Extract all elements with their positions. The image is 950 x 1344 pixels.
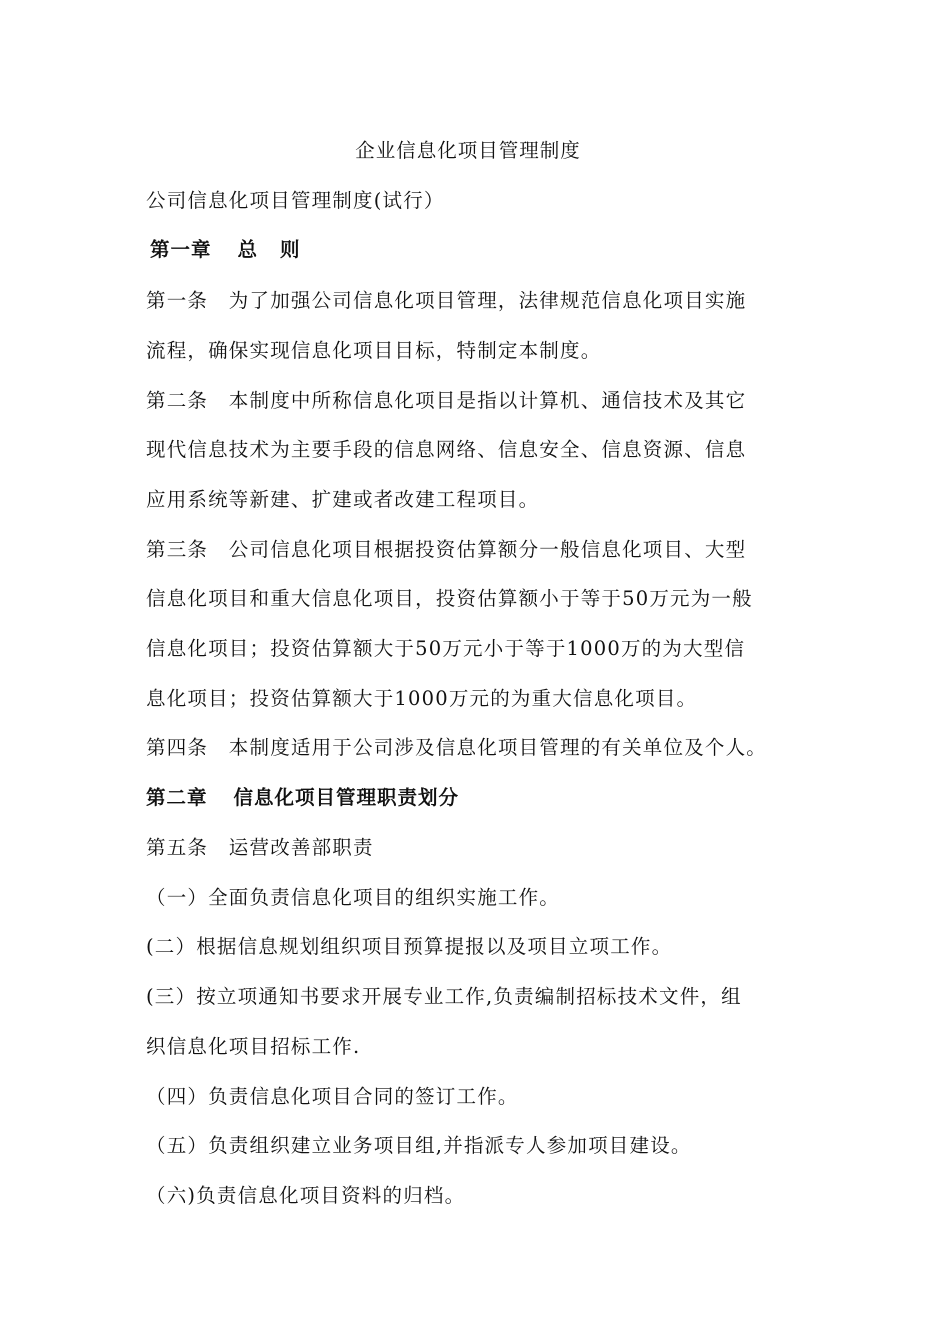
article-2-line-3: 应用系统等新建、扩建或者改建工程项目。 (146, 488, 540, 511)
document-subtitle: 公司信息化项目管理制度(试行） (146, 189, 445, 212)
article-3-line-2: 信息化项目和重大信息化项目，投资估算额小于等于50万元为一般 (146, 587, 753, 610)
article-2-line-2: 现代信息技术为主要手段的信息网络、信息安全、信息资源、信息 (146, 438, 747, 461)
article-2-line-1: 第二条 本制度中所称信息化项目是指以计算机、通信技术及其它 (146, 389, 747, 412)
chapter-1-name-b: 则 (280, 238, 301, 261)
article-3-line-3: 信息化项目；投资估算额大于50万元小于等于1000万的为大型信 (146, 637, 746, 660)
article-5-item-3-line-1: (三）按立项通知书要求开展专业工作,负责编制招标技术文件，组 (146, 985, 742, 1008)
article-5-item-4: （四）负责信息化项目合同的签订工作。 (146, 1085, 519, 1108)
article-5-line-1: 第五条 运营改善部职责 (146, 836, 374, 859)
document-title: 企业信息化项目管理制度 (355, 139, 581, 162)
article-5-item-2: (二）根据信息规划组织项目预算提报以及项目立项工作。 (146, 935, 673, 958)
chapter-1-heading (150, 237, 301, 263)
chapter-2-heading (146, 785, 459, 811)
chapter-1-name-a: 总 (237, 238, 259, 261)
chapter-1-number: 第一章 (150, 238, 212, 261)
article-5-item-6: （六)负责信息化项目资料的归档。 (146, 1184, 466, 1207)
article-1-line-2: 流程，确保实现信息化项目目标，特制定本制度。 (146, 339, 602, 362)
article-3-line-4: 息化项目；投资估算额大于1000万元的为重大信息化项目。 (146, 687, 698, 710)
article-1-line-1: 第一条 为了加强公司信息化项目管理，法律规范信息化项目实施 (146, 289, 747, 312)
article-5-item-5: （五）负责组织建立业务项目组,并指派专人参加项目建设。 (146, 1134, 692, 1157)
article-5-item-1: （一）全面负责信息化项目的组织实施工作。 (146, 886, 561, 909)
article-3-line-1: 第三条 公司信息化项目根据投资估算额分一般信息化项目、大型 (146, 538, 747, 561)
chapter-2-number: 第二章 (146, 786, 208, 809)
article-4-line-1: 第四条 本制度适用于公司涉及信息化项目管理的有关单位及个人。 (146, 736, 768, 759)
article-5-item-3-line-2: 织信息化项目招标工作. (146, 1035, 361, 1058)
chapter-2-name: 信息化项目管理职责划分 (233, 786, 460, 809)
